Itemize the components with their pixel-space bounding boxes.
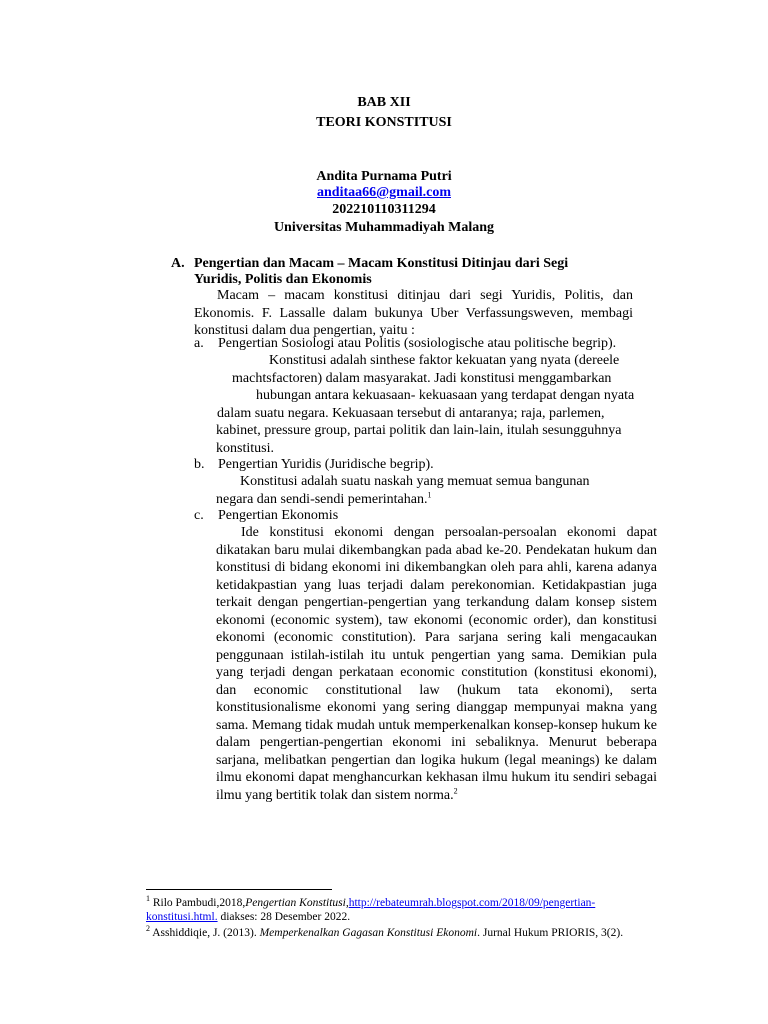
footnote-1-link[interactable]: http://rebateumrah.blogspot.com/2018/09/pengertian-konstitusi.html.: [146, 897, 596, 923]
footnote-2-number: 2: [146, 924, 150, 934]
item-a-line: hubungan antara kekuasaan- kekuasaan yang terdapat dengan nyata: [256, 388, 635, 403]
item-c-body: [216, 524, 657, 804]
item-a-line: dalam suatu negara. Kekuasaan tersebut di antaranya; raja, parlemen,: [217, 405, 605, 421]
chapter-number: BAB XII: [357, 95, 411, 110]
author-email-line: [0, 184, 768, 202]
item-b-line-text: negara dan sendi-sendi pemerintahan.: [216, 491, 428, 507]
item-a-line: kabinet, pressure group, partai politik dan lain-lain, itulah sesungguhnya: [216, 423, 622, 438]
item-b-marker: b.: [194, 457, 205, 472]
item-c-marker: c.: [194, 508, 204, 523]
author-name: Andita Purnama Putri: [316, 169, 452, 184]
item-b-line-2: [216, 491, 660, 509]
footnote-1: [146, 896, 666, 924]
footnote-2-author: Asshiddiqie, J. (2013).: [152, 927, 260, 939]
footnote-1-author: Rilo Pambudi,2018,: [152, 897, 246, 909]
footnote-2-rest: . Jurnal Hukum PRIORIS, 3(2).: [477, 927, 624, 939]
student-id: 202210110311294: [332, 202, 436, 217]
item-a-marker: a.: [194, 336, 204, 351]
footnote-1-accessed: diakses: 28 Desember 2022.: [217, 911, 351, 923]
section-a-intro: Macam – macam konstitusi ditinjau dari segi Yuridis, Politis, dan Ekonomis. F. Lassalle dalam bukunya Uber Verfassungsweven, membagi konstitusi dalam dua pengertian, yaitu :: [194, 288, 633, 338]
item-a-line: konstitusi.: [216, 440, 274, 456]
footnote-2-title: Memperkenalkan Gagasan Konstitusi Ekonomi: [259, 927, 478, 939]
item-b-title: Pengertian Yuridis (Juridische begrip).: [218, 457, 434, 472]
item-a-title: Pengertian Sosiologi atau Politis (sosiologische atau politische begrip).: [218, 336, 617, 351]
author-email-link[interactable]: anditaa66@gmail.com: [317, 185, 451, 200]
item-b-line: Konstitusi adalah suatu naskah yang memuat semua bangunan: [240, 474, 590, 489]
footnote-separator: [146, 889, 332, 890]
university-name: Universitas Muhammadiyah Malang: [273, 220, 495, 235]
footnote-ref-2[interactable]: 2: [453, 785, 458, 795]
item-a-line: machtsfactoren) dalam masyarakat. Jadi konstitusi menggambarkan: [232, 370, 612, 386]
item-a-body: [216, 352, 660, 457]
section-a-heading: [171, 256, 611, 288]
item-b-body: [216, 473, 660, 508]
item-c-title: Pengertian Ekonomis: [218, 508, 339, 523]
footnote-1-title: Pengertian Konstitusi,: [245, 897, 349, 909]
item-c-body-text: Ide konstitusi ekonomi dengan persoalan-persoalan ekonomi dapat dikatakan baru mulai dikembangkan pada abad ke-20. Pendekatan hukum dan konstitusi di bidang ekonomi ini dikembangkan oleh para ahli, karena adanya ketidakpastian yang luas terjadi dalam perekonomian. Ketidakpastian juga terkait dengan pengertian-pengertian yang terkandung dalam konsep sistem ekonomi (economic system), taw ekonomi (economic order), dan konstitusi ekonomi (economic constitution). Para sarjana sering kali mengacaukan penggunaan istilah-istilah itu untuk pengertian yang sama. Demikian pula yang terjadi dengan perkataan economic constitution (konstitusi ekonomi), dan economic constitutional law (hukum tata ekonomi), serta konstitusionalisme ekonomi yang sering dianggap mempunyai makna yang sama. Memang tidak mudah untuk memperkenalkan konsep-konsep hukum ke dalam pengertian-pengertian ekonomi ini sebaliknya. Menurut beberapa sarjana, melibatkan pengertian dan logika hukum (legal meanings) ke dalam ilmu ekonomi dapat menghancurkan kekhasan ilmu hukum itu sendiri sebagai ilmu yang bertitik tolak dan sistem norma.: [216, 525, 657, 803]
section-a-heading-text: Pengertian dan Macam – Macam Konstitusi Ditinjau dari Segi Yuridis, Politis dan Ekonomis: [194, 256, 569, 287]
footnote-1-number: 1: [146, 894, 150, 904]
footnote-ref-1[interactable]: 1: [427, 489, 432, 499]
item-a-line: Konstitusi adalah sinthese faktor kekuatan yang nyata (dereele: [269, 353, 620, 368]
chapter-title: TEORI KONSTITUSI: [316, 115, 452, 130]
section-a-letter: A.: [171, 256, 185, 271]
footnote-2: [146, 926, 666, 940]
